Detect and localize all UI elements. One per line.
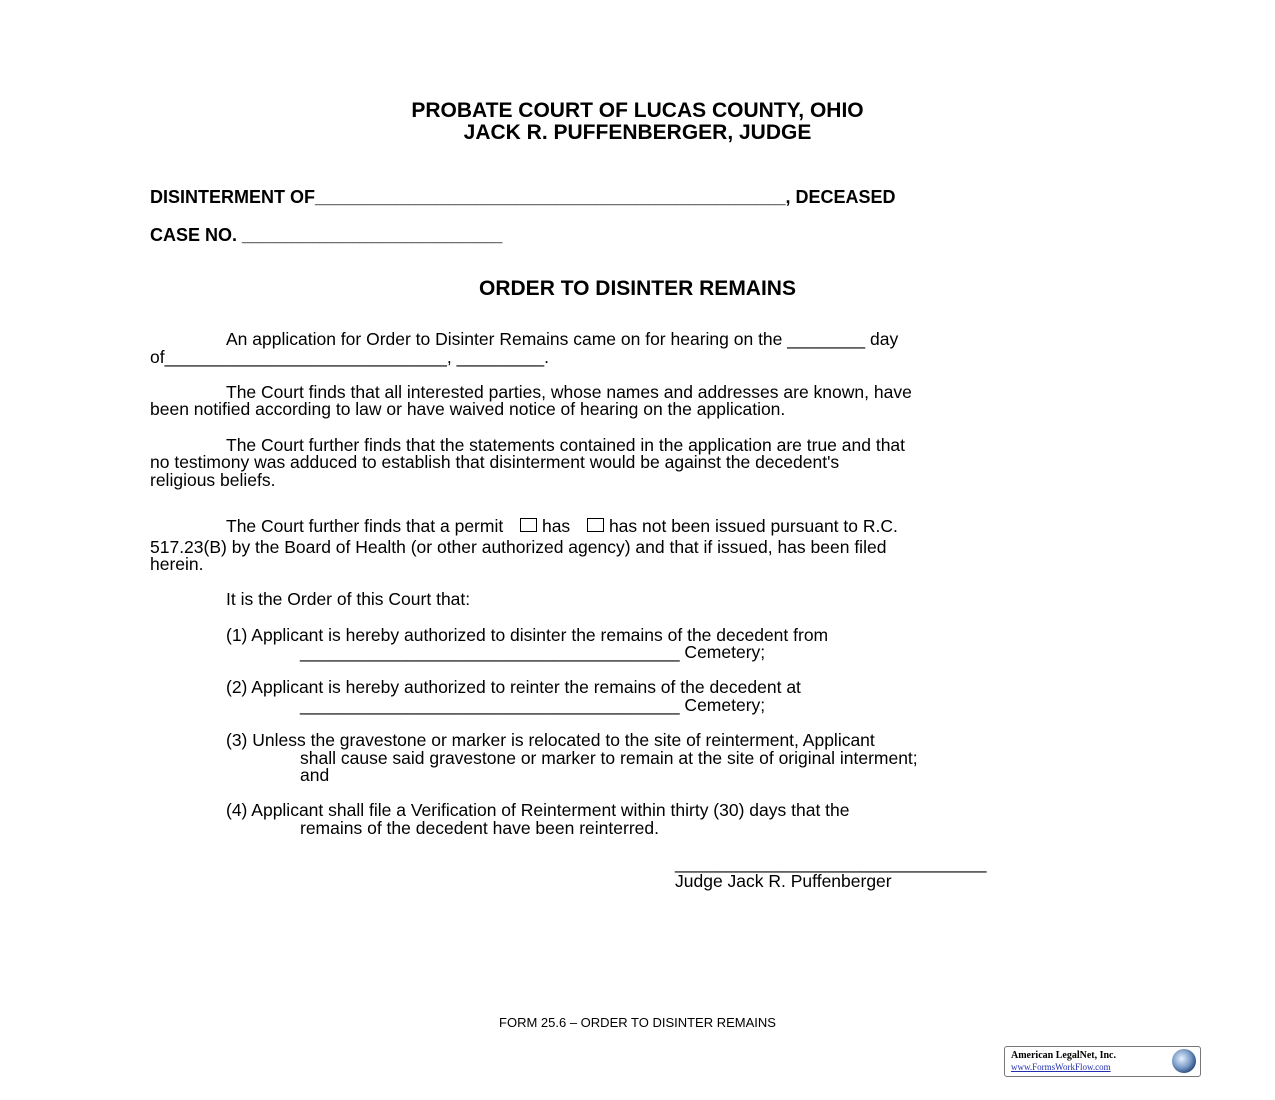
order-item-3-line-1: (3) Unless the gravestone or marker is relocated to the site of reinterment, Applicant <box>226 730 875 750</box>
order-item-3-line-3: and <box>300 765 330 785</box>
signature-name: Judge Jack R. Puffenberger <box>675 871 892 891</box>
permit-prefix: The Court further finds that a permit <box>226 516 504 536</box>
order-item-2-cemetery-blank[interactable]: _______________________________________ Cemetery; <box>300 695 766 715</box>
document-title: ORDER TO DISINTER REMAINS <box>479 277 796 300</box>
disinterment-label: DISINTERMENT OF <box>150 187 315 207</box>
order-item-1-line-1: (1) Applicant is hereby authorized to disinter the remains of the decedent from <box>226 625 829 645</box>
deceased-label: , DECEASED <box>785 187 896 207</box>
findings-paragraph-line-2: no testimony was adduced to establish that disinterment would be against the decedent's <box>150 452 840 472</box>
order-item-2-line-1: (2) Applicant is hereby authorized to reinter the remains of the decedent at <box>226 677 801 697</box>
permit-has-label: has <box>541 516 571 536</box>
permit-has-checkbox[interactable] <box>520 518 537 532</box>
findings-paragraph-line-3: religious beliefs. <box>150 470 276 490</box>
logo-url-link[interactable]: www.FormsWorkFlow.com <box>1011 1062 1111 1072</box>
judge-name-header: JACK R. PUFFENBERGER, JUDGE <box>463 121 812 144</box>
hearing-paragraph-line-1: An application for Order to Disinter Remains came on for hearing on the ________ day <box>226 329 899 349</box>
case-number-blank[interactable]: __________________________ <box>242 225 503 245</box>
court-name: PROBATE COURT OF LUCAS COUNTY, OHIO <box>411 99 864 122</box>
order-item-4-line-1: (4) Applicant shall file a Verification of Reinterment within thirty (30) days that the <box>226 800 850 820</box>
order-item-1-cemetery-blank[interactable]: _______________________________________ Cemetery; <box>300 642 766 662</box>
permit-paragraph-line-1 <box>226 518 898 536</box>
hearing-date-blank[interactable]: of_____________________________, _________. <box>150 347 550 367</box>
case-number-line <box>150 225 502 246</box>
permit-has-not-checkbox[interactable] <box>587 518 604 532</box>
permit-has-not-label: has not been issued pursuant to R.C. <box>608 516 898 536</box>
form-footer: FORM 25.6 – ORDER TO DISINTER REMAINS <box>499 1015 776 1030</box>
findings-paragraph-line-1: The Court further finds that the statements contained in the application are true and that <box>226 435 906 455</box>
decedent-name-blank[interactable]: _______________________________________________ <box>315 187 786 207</box>
order-intro: It is the Order of this Court that: <box>226 589 471 609</box>
signature-line[interactable]: ________________________________ <box>675 853 987 873</box>
order-item-4-line-2: remains of the decedent have been reinterred. <box>300 818 659 838</box>
disinterment-line <box>150 187 896 208</box>
notice-paragraph-line-2: been notified according to law or have waived notice of hearing on the application. <box>150 399 786 419</box>
notice-paragraph-line-1: The Court finds that all interested parties, whose names and addresses are known, have <box>226 382 912 402</box>
case-label: CASE NO. <box>150 225 238 245</box>
order-item-3-line-2: shall cause said gravestone or marker to remain at the site of original interment; <box>300 748 918 768</box>
legalnet-logo[interactable] <box>1004 1046 1201 1077</box>
globe-icon <box>1172 1049 1196 1073</box>
permit-paragraph-line-3: herein. <box>150 554 204 574</box>
permit-paragraph-line-2: 517.23(B) by the Board of Health (or other authorized agency) and that if issued, has been filed <box>150 537 887 557</box>
logo-company-name: American LegalNet, Inc. <box>1011 1050 1116 1061</box>
